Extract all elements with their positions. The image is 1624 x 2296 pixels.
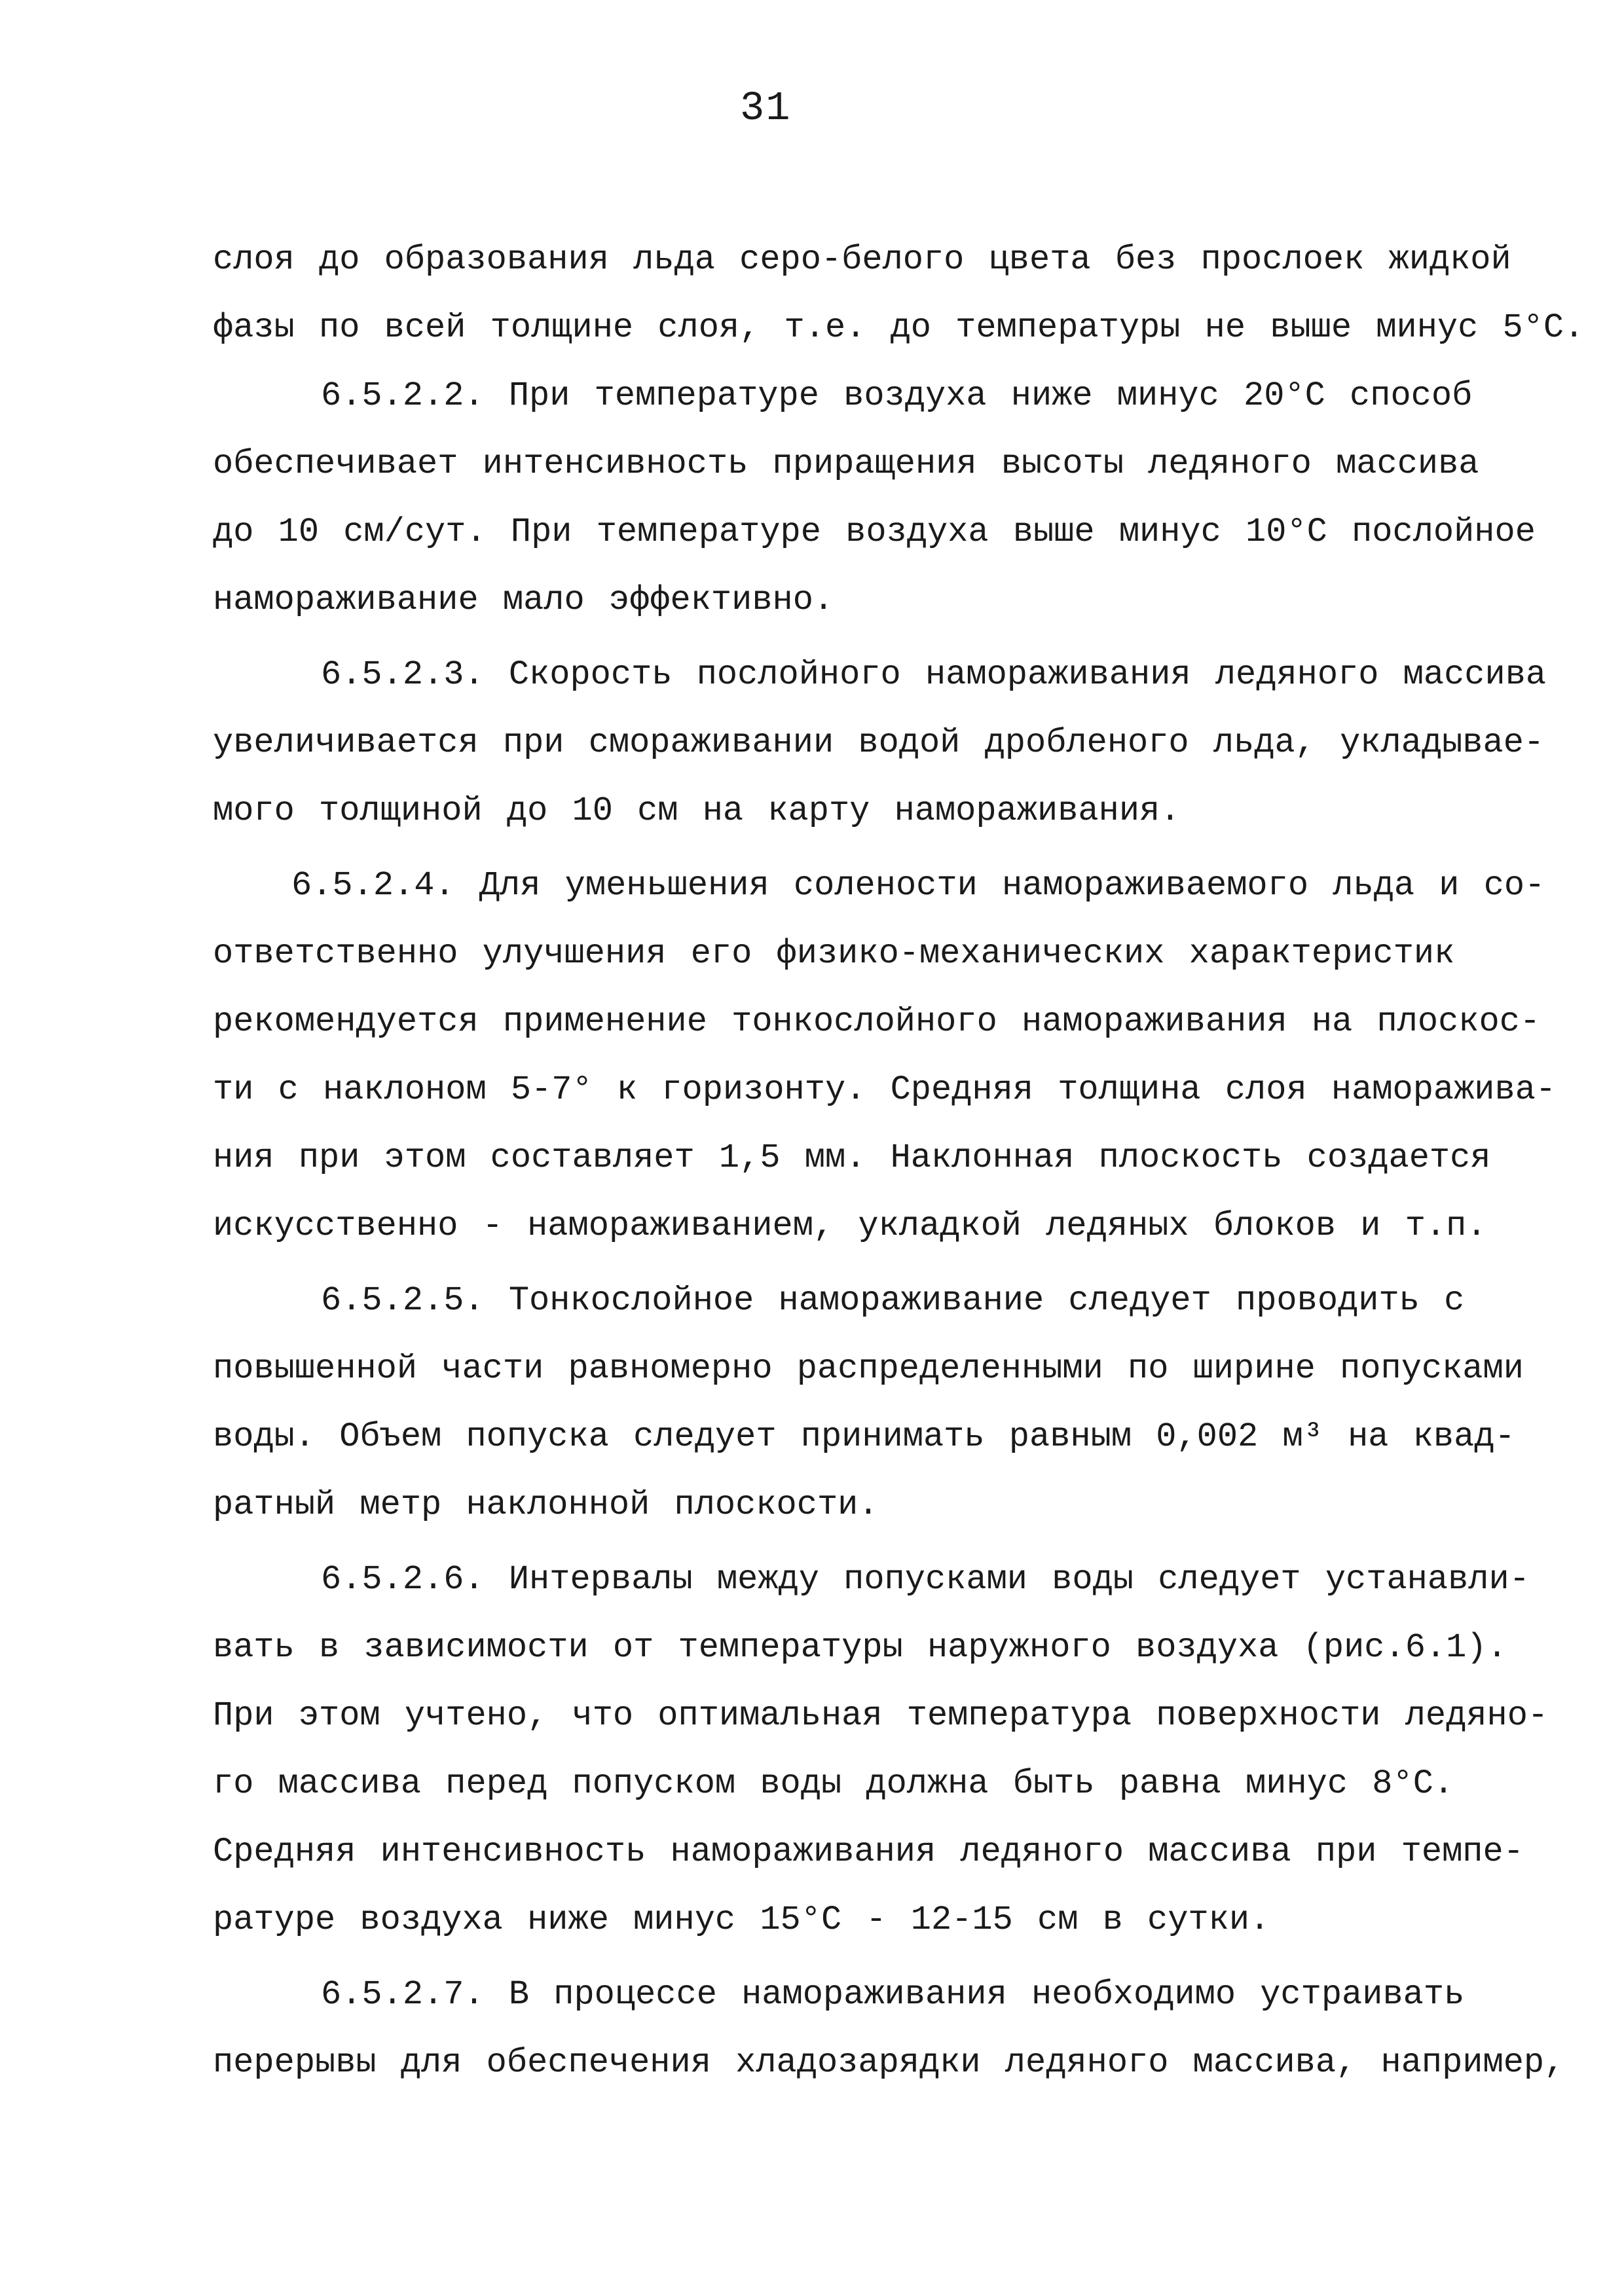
text-line: до 10 см/сут. При температуре воздуха выше минус 10°С послойное <box>213 513 1536 551</box>
text-line: 6.5.2.4. Для уменьшения солености намораживаемого льда и со- <box>291 866 1545 905</box>
text-line: 6.5.2.7. В процессе намораживания необходимо устраивать <box>321 1975 1465 2014</box>
text-line: слоя до образования льда серо-белого цвета без прослоек жидкой <box>213 240 1511 279</box>
text-line: фазы по всей толщине слоя, т.е. до температуры не выше минус 5°С. <box>213 308 1585 347</box>
text-line: Средняя интенсивность намораживания ледяного массива при темпе- <box>213 1832 1524 1871</box>
text-line: воды. Объем попуска следует принимать равным 0,002 м³ на квад- <box>213 1417 1515 1456</box>
text-line: ратуре воздуха ниже минус 15°С - 12-15 см в сутки. <box>213 1901 1270 1939</box>
text-line: 6.5.2.6. Интервалы между попусками воды следует устанавли- <box>321 1560 1530 1599</box>
text-line: го массива перед попуском воды должна быть равна минус 8°С. <box>213 1764 1454 1803</box>
text-line: 6.5.2.2. При температуре воздуха ниже минус 20°С способ <box>321 376 1473 415</box>
text-line: 6.5.2.3. Скорость послойного намораживания ледяного массива <box>321 655 1547 694</box>
text-line: повышенной части равномерно распределенными по ширине попусками <box>213 1349 1524 1388</box>
text-line: рекомендуется применение тонкослойного намораживания на плоскос- <box>213 1002 1541 1041</box>
text-line: ния при этом составляет 1,5 мм. Наклонная плоскость создается <box>213 1139 1491 1177</box>
text-line: 6.5.2.5. Тонкослойное намораживание следует проводить с <box>321 1281 1465 1320</box>
text-line: искусственно - намораживанием, укладкой ледяных блоков и т.п. <box>213 1207 1487 1245</box>
text-line: При этом учтено, что оптимальная температура поверхности ледяно- <box>213 1696 1549 1735</box>
text-line: мого толщиной до 10 см на карту намораживания. <box>213 792 1181 830</box>
text-line: намораживание мало эффективно. <box>213 581 834 619</box>
text-line: ти с наклоном 5-7° к горизонту. Средняя толщина слоя наморажива- <box>213 1070 1557 1109</box>
text-line: увеличивается при смораживании водой дробленого льда, укладывае- <box>213 723 1545 762</box>
text-line: обеспечивает интенсивность приращения высоты ледяного массива <box>213 445 1479 483</box>
page-number: 31 <box>740 85 792 132</box>
text-line: ответственно улучшения его физико-механических характеристик <box>213 934 1455 973</box>
text-line: ратный метр наклонной плоскости. <box>213 1485 879 1524</box>
text-line: перерывы для обеспечения хладозарядки ледяного массива, например, <box>213 2043 1565 2082</box>
body-text <box>213 226 1585 2097</box>
text-line: вать в зависимости от температуры наружного воздуха (рис.6.1). <box>213 1628 1507 1667</box>
